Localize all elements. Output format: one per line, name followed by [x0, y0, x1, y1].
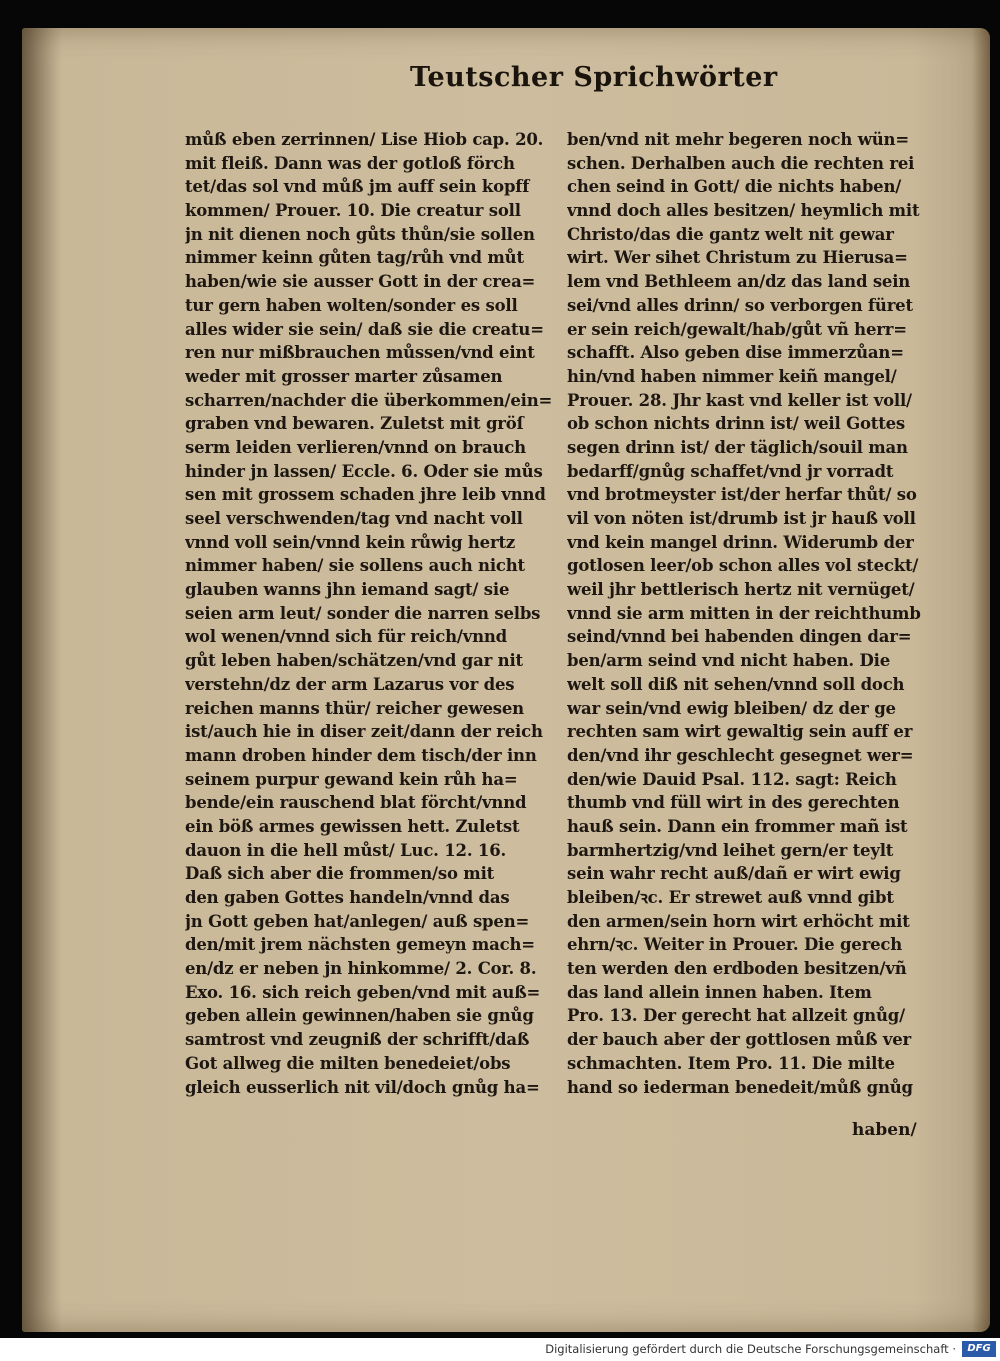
text-line: gůt leben haben/schätzen/vnd gar nit: [185, 651, 523, 671]
text-line: Christo/das die gantz welt nit gewar: [567, 224, 894, 244]
credit-bar: [0, 1338, 1000, 1361]
text-line: thumb vnd füll wirt in des gerechten: [567, 793, 900, 813]
text-line: jn nit dienen noch gůts thůn/sie sollen: [185, 224, 535, 244]
text-line: reichen manns thür/ reicher gewesen: [185, 698, 524, 718]
text-line: tet/das sol vnd můß jm auff sein kopff: [185, 177, 530, 197]
digitization-credit: Digitalisierung gefördert durch die Deutsche Forschungsgemeinschaft ·: [545, 1342, 956, 1356]
text-line: ren nur mißbrauchen můssen/vnd eint: [185, 343, 535, 363]
text-line: war sein/vnd ewig bleiben/ dz der ge: [567, 698, 896, 718]
text-line: haben/wie sie ausser Gott in der crea=: [185, 272, 536, 292]
text-line: ben/vnd nit mehr begeren noch wün=: [567, 130, 909, 149]
text-line: sein wahr recht auß/dañ er wirt ewig: [567, 864, 901, 884]
text-line: dauon in die hell můst/ Luc. 12. 16.: [185, 840, 507, 860]
text-line: vil von nöten ist/drumb ist jr hauß voll: [567, 509, 916, 528]
text-line: ehrn/ꝛc. Weiter in Prouer. Die gerech: [567, 935, 903, 955]
text-line: můß eben zerrinnen/ Lise Hiob cap. 20.: [185, 130, 544, 149]
text-line: Exo. 16. sich reich geben/vnd mit auß=: [185, 982, 541, 1002]
text-line: gotlosen leer/ob schon alles vol steckt/: [567, 556, 919, 576]
text-line: alles wider sie sein/ daß sie die creatu=: [185, 319, 544, 339]
text-line: den armen/sein horn wirt erhöcht mit: [567, 911, 910, 931]
text-line: seien arm leut/ sonder die narren selbs: [185, 603, 541, 623]
text-line: ist/auch hie in diser zeit/dann der reich: [185, 722, 543, 742]
text-line: Pro. 13. Der gerecht hat allzeit gnůg/: [567, 1006, 905, 1026]
text-line: vnnd sie arm mitten in der reichthumb: [567, 603, 921, 623]
text-line: hand so iederman benedeit/můß gnůg: [567, 1077, 913, 1097]
text-line: ein böß armes gewissen hett. Zuletst: [185, 816, 520, 836]
text-line: sen mit grossem schaden jhre leib vnnd: [185, 485, 546, 505]
gutter-shadow: [22, 28, 62, 1332]
text-line: Daß sich aber die frommen/so mit: [185, 864, 495, 884]
text-line: er sein reich/gewalt/hab/gůt vñ herr=: [567, 319, 907, 339]
text-line: verstehn/dz der arm Lazarus vor des: [185, 674, 515, 694]
text-line: samtrost vnd zeugniß der schrifft/daß: [185, 1030, 530, 1050]
right-text-column: [567, 128, 959, 1099]
text-line: bleiben/ꝛc. Er strewet auß vnnd gibt: [567, 888, 894, 907]
text-line: der bauch aber der gottlosen můß ver: [567, 1030, 912, 1050]
text-line: hin/vnd haben nimmer keiñ mangel/: [567, 366, 897, 386]
text-line: schmachten. Item Pro. 11. Die milte: [567, 1053, 895, 1073]
text-line: tur gern haben wolten/sonder es soll: [185, 295, 518, 315]
text-line: gleich eusserlich nit vil/doch gnůg ha=: [185, 1077, 540, 1097]
text-line: vnd kein mangel drinn. Widerumb der: [567, 532, 914, 552]
text-line: mann droben hinder dem tisch/der inn: [185, 745, 537, 765]
text-line: kommen/ Prouer. 10. Die creatur soll: [185, 201, 521, 221]
text-line: den/mit jrem nächsten gemeyn mach=: [185, 935, 535, 955]
text-line: schen. Derhalben auch die rechten rei: [567, 153, 915, 173]
text-line: schafft. Also geben dise immerzůan=: [567, 343, 904, 363]
catchword: haben/: [852, 1120, 917, 1140]
text-line: hauß sein. Dann ein frommer mañ ist: [567, 816, 908, 836]
text-line: bedarff/gnůg schaffet/vnd jr vorradt: [567, 461, 894, 481]
text-line: den/vnd ihr geschlecht gesegnet wer=: [567, 745, 914, 765]
text-line: ob schon nichts drinn ist/ weil Gottes: [567, 414, 906, 434]
text-line: weder mit grosser marter zůsamen: [185, 366, 503, 386]
text-line: Got allweg die milten benedeiet/obs: [185, 1053, 511, 1073]
text-line: vnnd doch alles besitzen/ heymlich mit: [567, 201, 920, 221]
text-line: hinder jn lassen/ Eccle. 6. Oder sie můs: [185, 461, 543, 481]
text-line: seind/vnnd bei habenden dingen dar=: [567, 627, 912, 647]
text-line: vnnd voll sein/vnnd kein růwig hertz: [185, 532, 516, 552]
text-line: den gaben Gottes handeln/vnnd das: [185, 888, 510, 907]
text-line: ten werden den erdboden besitzen/vñ: [567, 959, 907, 979]
text-line: serm leiden verlieren/vnnd on brauch: [185, 437, 526, 457]
text-line: rechten sam wirt gewaltig sein auff er: [567, 722, 913, 742]
running-head: Teutscher Sprichwörter: [410, 62, 778, 93]
text-line: weil jhr bettlerisch hertz nit vernüget/: [567, 580, 915, 600]
text-line: ben/arm seind vnd nicht haben. Die: [567, 651, 890, 671]
text-line: mit fleiß. Dann was der gotloß förch: [185, 153, 515, 173]
text-line: bende/ein rauschend blat förcht/vnnd: [185, 793, 527, 813]
text-line: sei/vnd alles drinn/ so verborgen füret: [567, 295, 913, 315]
text-line: vnd brotmeyster ist/der herfar thůt/ so: [567, 485, 917, 505]
text-line: wol wenen/vnnd sich für reich/vnnd: [185, 627, 508, 647]
text-line: barmhertzig/vnd leihet gern/er teylt: [567, 840, 894, 860]
text-line: Prouer. 28. Jhr kast vnd keller ist voll/: [567, 390, 912, 410]
text-line: seinem purpur gewand kein růh ha=: [185, 769, 518, 789]
text-line: nimmer haben/ sie sollens auch nicht: [185, 556, 525, 576]
page-edge: [972, 28, 990, 1332]
text-line: scharren/nachder die überkommen/ein=: [185, 390, 553, 410]
text-line: seel verschwenden/tag vnd nacht voll: [185, 509, 523, 528]
left-text-column: [185, 128, 571, 1099]
text-line: en/dz er neben jn hinkomme/ 2. Cor. 8.: [185, 959, 537, 979]
text-line: segen drinn ist/ der täglich/souil man: [567, 437, 908, 457]
text-line: wirt. Wer sihet Christum zu Hierusa=: [567, 248, 908, 268]
text-line: den/wie Dauid Psal. 112. sagt: Reich: [567, 769, 897, 789]
text-line: jn Gott geben hat/anlegen/ auß spen=: [185, 911, 530, 931]
dfg-logo: DFG: [962, 1341, 996, 1357]
text-line: glauben wanns jhn iemand sagt/ sie: [185, 580, 510, 600]
text-line: das land allein innen haben. Item: [567, 982, 872, 1002]
text-line: welt soll diß nit sehen/vnnd soll doch: [567, 674, 905, 694]
text-line: lem vnd Bethleem an/dz das land sein: [567, 272, 911, 292]
text-line: geben allein gewinnen/haben sie gnůg: [185, 1006, 534, 1026]
text-line: nimmer keinn gůten tag/růh vnd můt: [185, 248, 524, 268]
text-line: graben vnd bewaren. Zuletst mit gröſ: [185, 414, 524, 434]
text-line: chen seind in Gott/ die nichts haben/: [567, 177, 902, 197]
